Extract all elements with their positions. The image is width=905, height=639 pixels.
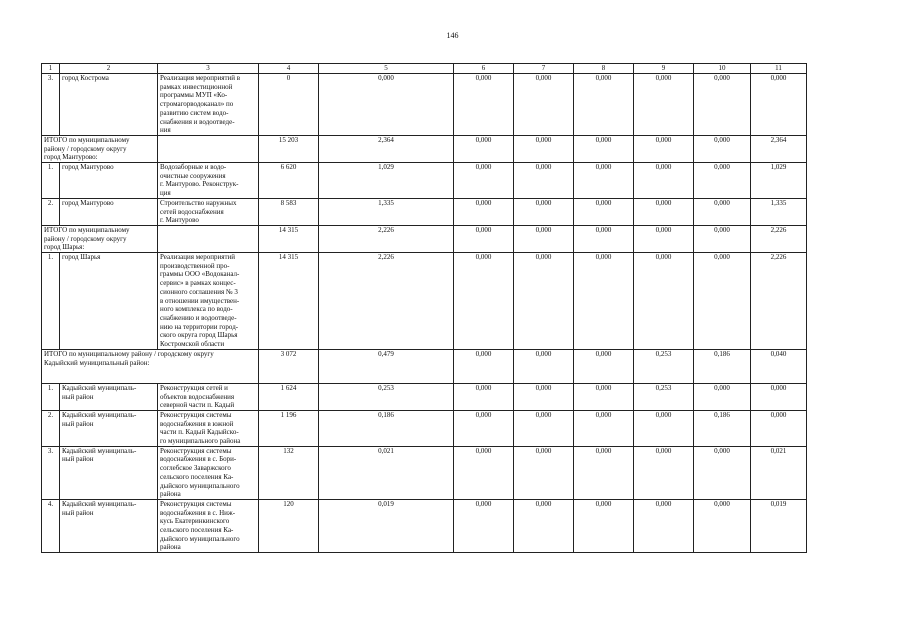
table-row — [42, 410, 807, 446]
description-cell — [158, 499, 259, 552]
value-cell: 0,000 — [574, 410, 634, 446]
value-cell: 0,000 — [454, 225, 514, 252]
value-cell: 0,000 — [514, 74, 574, 136]
value-cell: 0,000 — [454, 74, 514, 136]
cell-line: Кадыйский муниципальный район: — [44, 358, 150, 367]
cell-line: Реконструкция системы — [160, 446, 232, 455]
cell-line: программы МУП «Ко- — [160, 91, 228, 100]
description-cell — [158, 410, 259, 446]
value-cell: 1,029 — [751, 163, 807, 199]
value-cell: 8 583 — [259, 198, 319, 225]
value-cell: 0,000 — [634, 74, 694, 136]
description-cell — [158, 383, 259, 410]
cell-line: ного комплекса по водо- — [160, 305, 233, 314]
value-cell: 0,000 — [454, 135, 514, 162]
value-cell: 120 — [259, 499, 319, 552]
value-cell: 0,000 — [454, 410, 514, 446]
value-cell: 0,186 — [319, 410, 454, 446]
cell-line: объектов водоснабжения — [160, 392, 235, 401]
value-cell: 1 196 — [259, 410, 319, 446]
place-cell — [60, 198, 158, 225]
cell-line: в отношении имуществен- — [160, 296, 240, 305]
value-cell: 0,000 — [514, 410, 574, 446]
value-cell: 0,000 — [514, 499, 574, 552]
data-table — [41, 63, 807, 553]
value-cell: 0,000 — [514, 349, 574, 383]
column-number: 5 — [319, 64, 454, 74]
place-cell — [60, 253, 158, 350]
value-cell: 0,000 — [574, 74, 634, 136]
value-cell: 0,000 — [694, 74, 751, 136]
cell-line: Кадыйский муниципаль- — [62, 446, 137, 455]
table-row — [42, 74, 807, 136]
column-number: 3 — [158, 64, 259, 74]
value-cell: 0,000 — [514, 198, 574, 225]
value-cell: 0,019 — [751, 499, 807, 552]
value-cell: 15 203 — [259, 135, 319, 162]
value-cell: 0,000 — [634, 163, 694, 199]
place-cell — [60, 446, 158, 499]
place-cell — [60, 499, 158, 552]
column-number: 1 — [42, 64, 60, 74]
cell-line: сельского поселения Ка- — [160, 472, 234, 481]
value-cell: 14 315 — [259, 253, 319, 350]
table-row — [42, 499, 807, 552]
value-cell: 0,186 — [694, 410, 751, 446]
value-cell: 0,000 — [574, 349, 634, 383]
value-cell: 0,000 — [574, 135, 634, 162]
value-cell: 0,000 — [751, 74, 807, 136]
cell-line: водоснабжения в с. Бори- — [160, 455, 237, 464]
value-cell: 2,226 — [319, 225, 454, 252]
value-cell: 0,000 — [634, 135, 694, 162]
cell-line: снабжения и водоотведе- — [160, 117, 235, 126]
place-name: город Кострома — [62, 74, 109, 82]
cell-line: граммы ООО «Водоканал- — [160, 270, 240, 279]
cell-line: сельского поселения Ка- — [160, 526, 234, 535]
place-cell — [60, 410, 158, 446]
cell-line: Реконструкция сетей и — [160, 383, 228, 392]
cell-line: соглебское Заваржского — [160, 464, 231, 473]
cell-line: рамках инвестиционной — [160, 82, 233, 91]
cell-line: водоснабжения в с. Ниж- — [160, 508, 236, 517]
cell-line: развитию систем водо- — [160, 108, 229, 117]
value-cell: 2,364 — [319, 135, 454, 162]
column-number: 9 — [634, 64, 694, 74]
value-cell: 0,253 — [319, 383, 454, 410]
value-cell: 1,335 — [751, 198, 807, 225]
row-index: 2. — [42, 198, 60, 225]
cell-line: г. Мантурово — [160, 216, 199, 225]
value-cell: 1,029 — [319, 163, 454, 199]
description-cell — [158, 163, 259, 199]
cell-line: ный район — [62, 508, 94, 517]
value-cell: 0,000 — [574, 225, 634, 252]
cell-line: Кадыйский муниципаль- — [62, 499, 137, 508]
value-cell: 0,000 — [634, 253, 694, 350]
total-label — [42, 135, 158, 162]
cell-line: ный район — [62, 392, 94, 401]
cell-line: Строительство наружных — [160, 198, 237, 207]
value-cell: 0,000 — [574, 383, 634, 410]
place-cell — [60, 163, 158, 199]
value-cell: 0,000 — [514, 163, 574, 199]
value-cell: 0,000 — [751, 410, 807, 446]
cell-line: Реализация мероприятий в — [160, 74, 241, 82]
cell-line: дыйского муниципального — [160, 481, 240, 490]
cell-line: Кадыйский муниципаль- — [62, 410, 137, 419]
row-index: 1. — [42, 253, 60, 350]
cell-line: Кадыйский муниципаль- — [62, 383, 137, 392]
value-cell: 0,000 — [454, 349, 514, 383]
cell-line: нию на территории город- — [160, 322, 239, 331]
value-cell: 0,000 — [574, 446, 634, 499]
cell-line: дыйского муниципального — [160, 534, 240, 543]
total-row — [42, 135, 807, 162]
value-cell: 0,000 — [694, 446, 751, 499]
value-cell: 0,000 — [694, 253, 751, 350]
row-index: 1. — [42, 383, 60, 410]
value-cell: 0,000 — [514, 383, 574, 410]
table-row — [42, 253, 807, 350]
value-cell: 0,000 — [751, 383, 807, 410]
value-cell: 0,253 — [634, 383, 694, 410]
value-cell: 0,000 — [514, 446, 574, 499]
cell-line: г. Мантурово. Реконструк- — [160, 180, 239, 189]
value-cell: 0,000 — [694, 198, 751, 225]
cell-line: ского округа город Шарья — [160, 331, 238, 340]
place-cell — [60, 383, 158, 410]
table-row — [42, 383, 807, 410]
column-number: 7 — [514, 64, 574, 74]
empty-cell — [158, 225, 259, 252]
header-row — [42, 64, 807, 74]
column-number: 4 — [259, 64, 319, 74]
description-cell — [158, 446, 259, 499]
table-row — [42, 198, 807, 225]
total-row — [42, 225, 807, 252]
table-row — [42, 446, 807, 499]
cell-line: кусь Екатеринкинского — [160, 517, 230, 526]
value-cell: 0,000 — [574, 499, 634, 552]
value-cell: 1,335 — [319, 198, 454, 225]
row-index: 3. — [42, 446, 60, 499]
value-cell: 0,000 — [574, 163, 634, 199]
cell-line: Реконструкция системы — [160, 499, 232, 508]
cell-line: ция — [160, 189, 171, 198]
value-cell: 14 315 — [259, 225, 319, 252]
column-number: 11 — [751, 64, 807, 74]
cell-line: ния — [160, 126, 171, 135]
value-cell: 0,000 — [454, 383, 514, 410]
column-number: 2 — [60, 64, 158, 74]
value-cell: 6 620 — [259, 163, 319, 199]
value-cell: 2,364 — [751, 135, 807, 162]
value-cell: 0,186 — [694, 349, 751, 383]
cell-line: очистные сооружения — [160, 171, 226, 180]
place-name: город Мантурово — [62, 198, 114, 207]
value-cell: 0,000 — [454, 446, 514, 499]
table-row — [42, 163, 807, 199]
column-number: 10 — [694, 64, 751, 74]
value-cell: 3 072 — [259, 349, 319, 383]
place-name: город Шарья — [62, 253, 101, 262]
value-cell: 132 — [259, 446, 319, 499]
cell-line: производственной про- — [160, 261, 230, 270]
value-cell: 0,000 — [574, 253, 634, 350]
value-cell: 0,000 — [514, 135, 574, 162]
value-cell: 0,000 — [694, 163, 751, 199]
value-cell: 0,000 — [454, 163, 514, 199]
empty-cell — [158, 135, 259, 162]
row-index: 1. — [42, 163, 60, 199]
cell-line: снабжению и водоотведе- — [160, 313, 237, 322]
value-cell: 0,000 — [694, 225, 751, 252]
value-cell: 0,000 — [694, 135, 751, 162]
page-number: 146 — [446, 31, 459, 40]
value-cell: 1 624 — [259, 383, 319, 410]
table-body — [42, 64, 807, 553]
value-cell: 0,000 — [634, 410, 694, 446]
value-cell: 0,000 — [634, 198, 694, 225]
value-cell: 0,040 — [751, 349, 807, 383]
total-label — [42, 225, 158, 252]
value-cell: 2,226 — [751, 253, 807, 350]
cell-line: город Шарья: — [44, 243, 85, 252]
cell-line: северной части п. Кадый — [160, 401, 235, 410]
cell-line: Реализация мероприятий — [160, 253, 236, 262]
value-cell: 2,226 — [751, 225, 807, 252]
description-cell — [158, 74, 259, 136]
value-cell: 2,226 — [319, 253, 454, 350]
cell-line: района — [160, 543, 181, 552]
value-cell: 0,000 — [634, 446, 694, 499]
cell-line: водоснабжения в южной — [160, 419, 234, 428]
value-cell: 0,000 — [514, 253, 574, 350]
cell-line: го муниципального района — [160, 437, 241, 446]
row-index: 4. — [42, 499, 60, 552]
column-number: 6 — [454, 64, 514, 74]
cell-line: сервис» в рамках концес- — [160, 279, 236, 288]
value-cell: 0,000 — [694, 383, 751, 410]
value-cell: 0,000 — [634, 225, 694, 252]
value-cell: 0,000 — [514, 225, 574, 252]
value-cell: 0,000 — [634, 499, 694, 552]
value-cell: 0,019 — [319, 499, 454, 552]
cell-line: району / городскому округу — [44, 234, 127, 243]
total-row — [42, 349, 807, 383]
cell-line: ный район — [62, 419, 94, 428]
value-cell: 0,000 — [454, 253, 514, 350]
value-cell: 0 — [259, 74, 319, 136]
cell-line: стромагорводоканал» по — [160, 100, 234, 109]
cell-line: ИТОГО по муниципальному району / городскому округу — [44, 349, 214, 358]
cell-line: сионного соглашения № 3 — [160, 287, 238, 296]
cell-line: ный район — [62, 455, 94, 464]
value-cell: 0,000 — [454, 499, 514, 552]
value-cell: 0,000 — [574, 198, 634, 225]
row-index: 2. — [42, 410, 60, 446]
value-cell: 0,021 — [319, 446, 454, 499]
column-number: 8 — [574, 64, 634, 74]
value-cell: 0,253 — [634, 349, 694, 383]
total-label — [42, 349, 259, 383]
place-name: город Мантурово — [62, 163, 114, 172]
row-index: 3. — [42, 74, 60, 136]
cell-line: района — [160, 490, 181, 499]
description-cell — [158, 198, 259, 225]
cell-line: Водозаборные и водо- — [160, 163, 227, 172]
cell-line: город Мантурово: — [44, 153, 98, 162]
cell-line: ИТОГО по муниципальному — [44, 225, 130, 234]
cell-line: части п. Кадый Кадыйско- — [160, 428, 239, 437]
value-cell: 0,000 — [454, 198, 514, 225]
value-cell: 0,021 — [751, 446, 807, 499]
cell-line: Реконструкция системы — [160, 410, 232, 419]
cell-line: ИТОГО по муниципальному — [44, 135, 130, 144]
cell-line: сетей водоснабжения — [160, 207, 224, 216]
value-cell: 0,479 — [319, 349, 454, 383]
description-cell — [158, 253, 259, 350]
place-cell — [60, 74, 158, 136]
cell-line: району / городскому округу — [44, 144, 127, 153]
cell-line: Костромской области — [160, 340, 225, 349]
value-cell: 0,000 — [319, 74, 454, 136]
value-cell: 0,000 — [694, 499, 751, 552]
